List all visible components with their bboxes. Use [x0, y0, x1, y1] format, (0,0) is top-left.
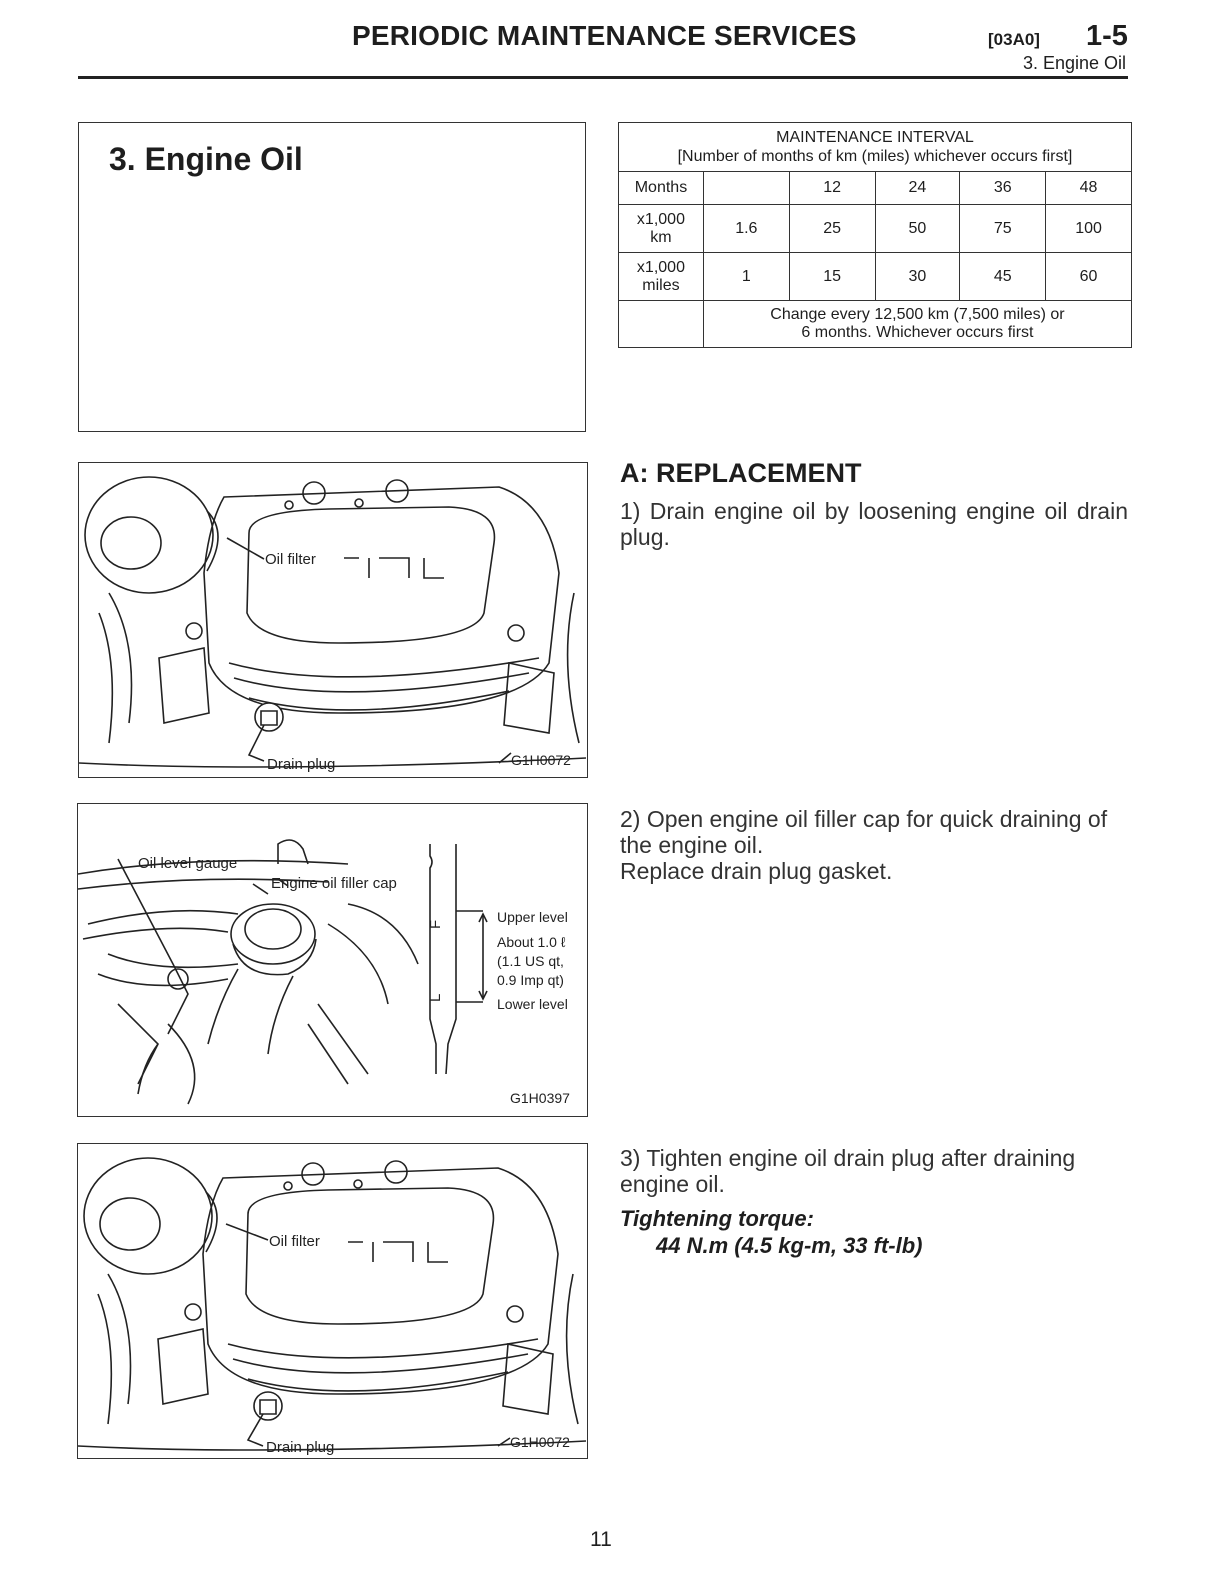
table-cell: 60 [1046, 253, 1132, 301]
label-about-line1: About 1.0 ℓ [497, 934, 566, 950]
table-caption: MAINTENANCE INTERVAL [Number of months of km (miles) whichever occurs first] [619, 123, 1132, 172]
label-upper-level: Upper level [497, 909, 568, 925]
step-2-gasket: Replace drain plug gasket. [620, 858, 893, 884]
table-cell: 1.6 [703, 205, 789, 253]
step-2 [620, 806, 1128, 884]
table-cell: 24 [875, 172, 960, 205]
table-cell: 12 [789, 172, 875, 205]
section-title: 3. Engine Oil [109, 141, 303, 177]
label-drain-plug: Drain plug [267, 756, 336, 773]
table-cell: 30 [875, 253, 960, 301]
filler-cap-gauge-illustration [78, 804, 586, 1115]
table-cell [619, 301, 704, 348]
table-cell [703, 172, 789, 205]
label-engine-oil-filler-cap: Engine oil filler cap [271, 875, 397, 892]
figure-drain-plug-tighten [77, 1143, 588, 1459]
maintenance-interval-table [618, 122, 1132, 348]
table-cell: 25 [789, 205, 875, 253]
table-cell: 50 [875, 205, 960, 253]
table-cell: 75 [960, 205, 1046, 253]
table-cell: 48 [1046, 172, 1132, 205]
figure-code: G1H0397 [510, 1090, 570, 1106]
page-section-number: 1-5 [1086, 20, 1128, 52]
row-label: x1,000 miles [619, 253, 704, 301]
dipstick-mark-f: F [427, 919, 444, 929]
header-rule [78, 76, 1128, 79]
engine-underside-illustration [78, 1144, 586, 1457]
dipstick-mark-l: L [427, 993, 444, 1002]
table-row-months [619, 172, 1132, 205]
engine-underside-illustration [79, 463, 586, 776]
figure-drain-plug [78, 462, 588, 778]
section-code: [03A0] [988, 30, 1040, 49]
table-cell: 100 [1046, 205, 1132, 253]
figure-code: G1H0072 [510, 1434, 570, 1450]
table-cell: 45 [960, 253, 1046, 301]
page-number: 11 [590, 1528, 612, 1551]
header-title: PERIODIC MAINTENANCE SERVICES [352, 20, 857, 51]
figure-oil-level-gauge [77, 803, 588, 1117]
row-label: x1,000 km [619, 205, 704, 253]
figure-code: G1H0072 [511, 752, 571, 768]
torque-label: Tightening torque: [620, 1206, 814, 1231]
table-cell: 36 [960, 172, 1046, 205]
table-row-km [619, 205, 1132, 253]
section-title-box [78, 122, 586, 432]
header-subtitle: 3. Engine Oil [1022, 53, 1126, 73]
table-row-miles [619, 253, 1132, 301]
torque-value: 44 N.m (4.5 kg-m, 33 ft-lb) [656, 1233, 923, 1258]
row-label: Months [619, 172, 704, 205]
interval-note: Change every 12,500 km (7,500 miles) or 6 months. Whichever occurs first [703, 301, 1131, 348]
table-cell: 15 [789, 253, 875, 301]
step-2-text: 2) Open engine oil filler cap for quick draining of the engine oil. [620, 806, 1108, 858]
table-cell: 1 [703, 253, 789, 301]
label-lower-level: Lower level [497, 996, 568, 1012]
label-about-line2: (1.1 US qt, [497, 953, 564, 969]
label-oil-level-gauge: Oil level gauge [138, 855, 238, 872]
replacement-heading: A: REPLACEMENT [620, 458, 862, 488]
step-1: 1) Drain engine oil by loosening engine oil drain plug. [620, 498, 1128, 550]
step-3: 3) Tighten engine oil drain plug after draining engine oil. [620, 1145, 1076, 1197]
table-row-note [619, 301, 1132, 348]
label-oil-filter: Oil filter [269, 1233, 320, 1250]
label-oil-filter: Oil filter [265, 551, 316, 568]
label-drain-plug: Drain plug [266, 1439, 335, 1456]
label-about-line3: 0.9 Imp qt) [497, 972, 564, 988]
